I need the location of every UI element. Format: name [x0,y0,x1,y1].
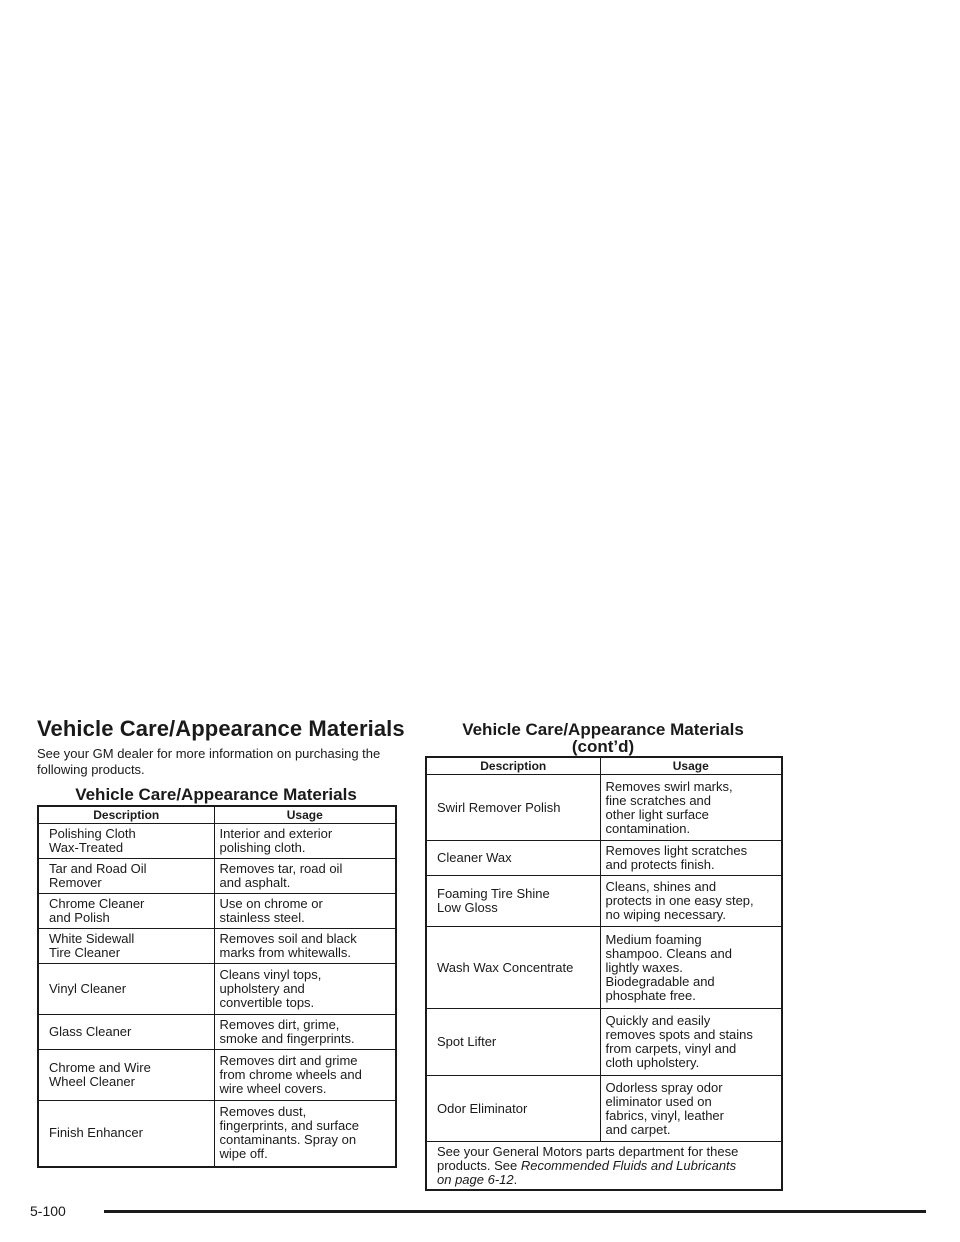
cell-line: Chrome and Wire [49,1060,151,1075]
cell-line: upholstery and [219,981,305,996]
usage-cell [600,927,782,1009]
table-row [38,824,396,859]
cell-line: Cleaner Wax [437,850,512,865]
cell-line: Cleans vinyl tops, [219,967,322,982]
cell-line: Quickly and easily [605,1013,711,1028]
description-cell [426,1076,600,1142]
usage-cell [600,841,782,876]
cell-line: White Sidewall [49,931,135,946]
table-row [426,927,782,1009]
cell-line: Removes tar, road oil [219,861,343,876]
cell-line: Low Gloss [437,900,498,915]
description-cell [426,927,600,1009]
cell-line: wipe off. [219,1146,268,1162]
cell-line: Removes soil and black [219,931,357,946]
description-cell [426,841,600,876]
table-row [426,1009,782,1076]
table-row [38,859,396,894]
table-header-row [426,757,782,775]
cell-line: from carpets, vinyl and [605,1041,737,1056]
table-title-right [425,721,781,755]
cell-line: and asphalt. [219,875,291,890]
cell-line: lightly waxes. [605,959,683,975]
table-row [38,929,396,964]
table-title-right-line1: Vehicle Care/Appearance Materials [462,720,744,739]
usage-cell [214,964,396,1015]
description-cell [426,775,600,841]
cell-line: convertible tops. [219,995,315,1010]
cell-line: Removes dirt and grime [219,1053,358,1068]
column-header-description: Description [38,806,214,824]
table-note-row [426,1142,782,1191]
cell-line: Medium foaming [605,931,702,947]
description-cell [38,929,214,964]
description-cell [38,964,214,1015]
cell-line: protects in one easy step, [605,893,754,908]
description-cell [426,876,600,927]
table-row [426,841,782,876]
usage-cell [600,876,782,927]
usage-cell [214,1050,396,1101]
usage-cell [214,824,396,859]
materials-table [37,805,397,1168]
table-row [38,1050,396,1101]
description-cell [38,1015,214,1050]
description-cell [38,824,214,859]
cell-line: Removes dust, [219,1104,307,1120]
intro-paragraph: See your GM dealer for more information on purchasing the following products. [37,746,381,777]
footer-rule [104,1210,926,1213]
cell-line: removes spots and stains [605,1027,753,1042]
usage-cell [214,894,396,929]
table-row [426,876,782,927]
cell-line: Remover [49,875,102,890]
page-number: 5-100 [30,1203,66,1219]
cell-line: other light surface [605,806,709,822]
cell-line: Cleans, shines and [605,879,717,894]
cell-line: Swirl Remover Polish [437,799,561,815]
cell-line: Wax-Treated [49,840,124,855]
cell-line: Interior and exterior [219,826,333,841]
section-heading: Vehicle Care/Appearance Materials [37,716,405,741]
table-body [38,824,396,1167]
cell-line: Use on chrome or [219,896,323,911]
cell-line: Foaming Tire Shine [437,886,550,901]
note-text-line2: products. See [437,1158,521,1173]
cell-line: Polishing Cloth [49,826,136,841]
cell-line: polishing cloth. [219,840,306,855]
table-row [426,1076,782,1142]
table-row [38,964,396,1015]
column-header-description: Description [426,757,600,775]
description-cell [38,1101,214,1167]
cell-line: fabrics, vinyl, leather [605,1107,724,1123]
cell-line: contamination. [605,820,691,836]
usage-cell [600,775,782,841]
table-row [38,894,396,929]
cell-line: and Polish [49,910,110,925]
description-cell [38,894,214,929]
table-title-right-line2: (cont’d) [571,737,635,756]
cell-line: Vinyl Cleaner [49,981,127,996]
usage-cell [214,929,396,964]
usage-cell [600,1009,782,1076]
usage-cell [214,1015,396,1050]
table-row [38,1015,396,1050]
usage-cell [600,1076,782,1142]
cross-reference-line2: on page 6-12 [437,1172,514,1187]
cell-line: Tar and Road Oil [49,861,147,876]
cell-line: Odor Eliminator [437,1100,528,1116]
cell-line: Glass Cleaner [49,1024,132,1039]
usage-cell [214,1101,396,1167]
cell-line: eliminator used on [605,1093,712,1109]
cross-reference-line1: Recommended Fluids and Lubricants [520,1158,737,1173]
cell-line: cloth upholstery. [605,1055,700,1070]
usage-cell [214,859,396,894]
cell-line: from chrome wheels and [219,1067,362,1082]
cell-line: Removes light scratches [605,843,748,858]
table-header-row [38,806,396,824]
cell-line: Wash Wax Concentrate [437,959,574,975]
cell-line: Chrome Cleaner [49,896,145,911]
table-body [426,775,782,1142]
cell-line: Wheel Cleaner [49,1074,135,1089]
note-text-line1: See your General Motors parts department for these [437,1144,739,1159]
cell-line: and protects finish. [605,857,715,872]
cell-line: Removes dirt, grime, [219,1017,340,1032]
cell-line: marks from whitewalls. [219,945,351,960]
table-row [426,775,782,841]
cell-line: fine scratches and [605,792,712,808]
description-cell [38,859,214,894]
table-note [426,1142,782,1191]
cell-line: Odorless spray odor [605,1079,723,1095]
cell-line: Biodegradable and [605,973,715,989]
cell-line: smoke and fingerprints. [219,1031,355,1046]
table-title-left: Vehicle Care/Appearance Materials [75,785,357,804]
cell-line: phosphate free. [605,987,696,1003]
materials-table-continued [425,756,783,1191]
cell-line: Spot Lifter [437,1034,497,1049]
column-header-usage: Usage [600,757,782,775]
note-end: . [513,1172,518,1187]
table-row [38,1101,396,1167]
column-header-usage: Usage [214,806,396,824]
cell-line: and carpet. [605,1121,671,1137]
cell-line: Removes swirl marks, [605,778,733,794]
cell-line: no wiping necessary. [605,907,726,922]
cell-line: stainless steel. [219,910,305,925]
cell-line: wire wheel covers. [219,1081,327,1096]
cell-line: contaminants. Spray on [219,1132,357,1148]
cell-line: Finish Enhancer [49,1125,143,1141]
cell-line: fingerprints, and surface [219,1118,359,1134]
cell-line: shampoo. Cleans and [605,945,732,961]
description-cell [426,1009,600,1076]
cell-line: Tire Cleaner [49,945,121,960]
description-cell [38,1050,214,1101]
